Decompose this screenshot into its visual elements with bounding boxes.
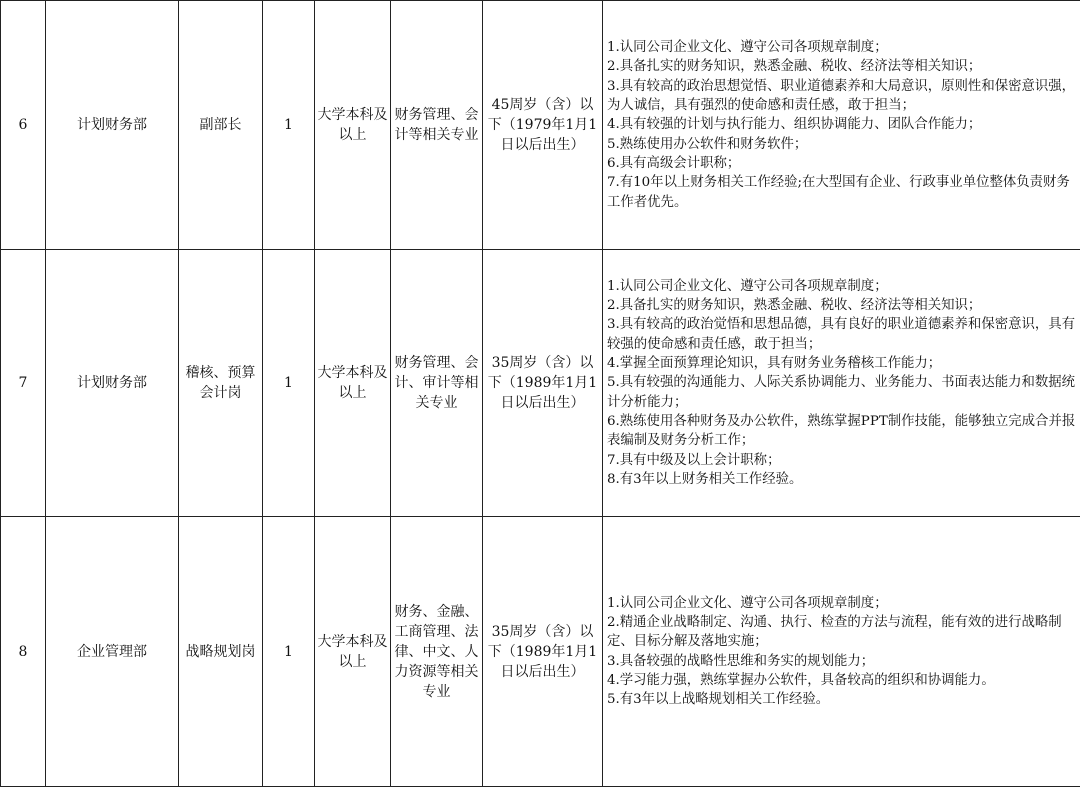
requirement-item: 5.有3年以上战略规划相关工作经验。 <box>607 690 1078 709</box>
major-cell: 财务管理、会计、审计等相关专业 <box>391 250 483 517</box>
position-cell: 稽核、预算会计岗 <box>179 250 263 517</box>
requirements-cell <box>603 517 1080 787</box>
requirement-item: 1.认同公司企业文化、遵守公司各项规章制度； <box>607 38 1078 57</box>
requirement-item: 1.认同公司企业文化、遵守公司各项规章制度； <box>607 594 1078 613</box>
requirement-item: 2.精通企业战略制定、沟通、执行、检查的方法与流程，能有效的进行战略制定、目标分解及落地实施； <box>607 613 1078 652</box>
department-cell: 计划财务部 <box>46 1 179 250</box>
requirement-item: 3.具备较强的战略性思维和务实的规划能力； <box>607 652 1078 671</box>
row-index: 8 <box>1 517 46 787</box>
headcount-cell: 1 <box>263 250 315 517</box>
requirement-item: 4.学习能力强，熟练掌握办公软件，具备较高的组织和协调能力。 <box>607 671 1078 690</box>
requirement-item: 8.有3年以上财务相关工作经验。 <box>607 470 1078 489</box>
requirement-item: 4.掌握全面预算理论知识，具有财务业务稽核工作能力； <box>607 354 1078 373</box>
requirement-item: 2.具备扎实的财务知识，熟悉金融、税收、经济法等相关知识； <box>607 57 1078 76</box>
row-index: 7 <box>1 250 46 517</box>
requirement-item: 1.认同公司企业文化、遵守公司各项规章制度； <box>607 277 1078 296</box>
requirements-cell <box>603 1 1080 250</box>
education-cell: 大学本科及以上 <box>315 250 391 517</box>
requirement-item: 5.熟练使用办公软件和财务软件； <box>607 135 1078 154</box>
headcount-cell: 1 <box>263 1 315 250</box>
requirement-item: 6.熟练使用各种财务及办公软件，熟练掌握PPT制作技能，能够独立完成合并报表编制及财务分析工作； <box>607 412 1078 451</box>
table-row <box>1 1 1080 250</box>
department-cell: 企业管理部 <box>46 517 179 787</box>
department-cell: 计划财务部 <box>46 250 179 517</box>
requirement-item: 4.具有较强的计划与执行能力、组织协调能力、团队合作能力； <box>607 115 1078 134</box>
requirements-cell <box>603 250 1080 517</box>
requirement-item: 5.具有较强的沟通能力、人际关系协调能力、业务能力、书面表达能力和数据统计分析能力； <box>607 373 1078 412</box>
age-requirement-cell: 45周岁（含）以下（1979年1月1日以后出生） <box>483 1 603 250</box>
requirement-item: 6.具有高级会计职称； <box>607 154 1078 173</box>
table-row <box>1 517 1080 787</box>
requirement-item: 7.具有中级及以上会计职称； <box>607 451 1078 470</box>
requirement-item: 2.具备扎实的财务知识，熟悉金融、税收、经济法等相关知识； <box>607 296 1078 315</box>
education-cell: 大学本科及以上 <box>315 517 391 787</box>
position-cell: 战略规划岗 <box>179 517 263 787</box>
major-cell: 财务、金融、工商管理、法律、中文、人力资源等相关专业 <box>391 517 483 787</box>
position-cell: 副部长 <box>179 1 263 250</box>
age-requirement-cell: 35周岁（含）以下（1989年1月1日以后出生） <box>483 517 603 787</box>
headcount-cell: 1 <box>263 517 315 787</box>
requirement-item: 7.有10年以上财务相关工作经验;在大型国有企业、行政事业单位整体负责财务工作者优先。 <box>607 173 1078 212</box>
age-requirement-cell: 35周岁（含）以下（1989年1月1日以后出生） <box>483 250 603 517</box>
education-cell: 大学本科及以上 <box>315 1 391 250</box>
requirement-item: 3.具有较高的政治思想觉悟、职业道德素养和大局意识，原则性和保密意识强，为人诚信，具有强烈的使命感和责任感，敢于担当； <box>607 77 1078 116</box>
requirement-item: 3.具有较高的政治觉悟和思想品德，具有良好的职业道德素养和保密意识，具有较强的使命感和责任感，敢于担当； <box>607 315 1078 354</box>
row-index: 6 <box>1 1 46 250</box>
major-cell: 财务管理、会计等相关专业 <box>391 1 483 250</box>
table-row <box>1 250 1080 517</box>
